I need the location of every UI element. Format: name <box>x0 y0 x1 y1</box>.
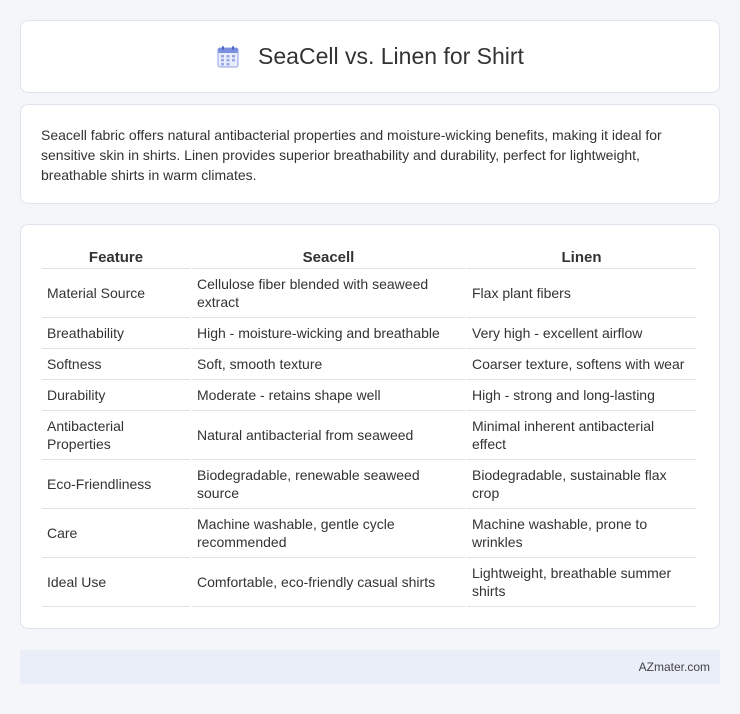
cell-feature: Ideal Use <box>42 558 190 607</box>
cell-linen: Lightweight, breathable summer shirts <box>467 558 696 607</box>
table-row <box>42 411 696 460</box>
cell-seacell: Cellulose fiber blended with seaweed extract <box>192 269 465 318</box>
cell-seacell: Moderate - retains shape well <box>192 380 465 411</box>
cell-feature: Breathability <box>42 318 190 349</box>
header-linen: Linen <box>467 245 696 269</box>
table-row <box>42 349 696 380</box>
table-header-row <box>42 245 696 269</box>
comparison-card <box>20 224 720 629</box>
footer-brand[interactable]: AZmater.com <box>638 660 710 674</box>
cell-seacell: Comfortable, eco-friendly casual shirts <box>192 558 465 607</box>
cell-linen: High - strong and long-lasting <box>467 380 696 411</box>
table-row <box>42 269 696 318</box>
calendar-icon <box>216 45 240 69</box>
cell-seacell: Soft, smooth texture <box>192 349 465 380</box>
table-row <box>42 460 696 509</box>
cell-linen: Flax plant fibers <box>467 269 696 318</box>
cell-linen: Biodegradable, sustainable flax crop <box>467 460 696 509</box>
cell-linen: Minimal inherent antibacterial effect <box>467 411 696 460</box>
cell-feature: Softness <box>42 349 190 380</box>
comparison-table <box>40 245 698 607</box>
table-row <box>42 318 696 349</box>
cell-seacell: Natural antibacterial from seaweed <box>192 411 465 460</box>
cell-feature: Material Source <box>42 269 190 318</box>
cell-seacell: Machine washable, gentle cycle recommended <box>192 509 465 558</box>
table-row <box>42 509 696 558</box>
cell-linen: Coarser texture, softens with wear <box>467 349 696 380</box>
header-feature: Feature <box>42 245 190 269</box>
cell-seacell: High - moisture-wicking and breathable <box>192 318 465 349</box>
table-row <box>42 558 696 607</box>
cell-feature: Eco-Friendliness <box>42 460 190 509</box>
cell-feature: Care <box>42 509 190 558</box>
cell-feature: Antibacterial Properties <box>42 411 190 460</box>
title-wrap <box>216 43 524 70</box>
summary-card <box>20 104 720 204</box>
title-card <box>20 20 720 93</box>
summary-text: Seacell fabric offers natural antibacterial properties and moisture-wicking benefits, making it ideal for sensitive skin in shirts. Linen provides superior breathability and durability, perfect for lightweight, breathable shirts in warm climates. <box>41 127 662 183</box>
footer <box>20 650 720 684</box>
table-row <box>42 380 696 411</box>
header-seacell: Seacell <box>192 245 465 269</box>
page-title: SeaCell vs. Linen for Shirt <box>258 43 524 69</box>
cell-seacell: Biodegradable, renewable seaweed source <box>192 460 465 509</box>
cell-linen: Machine washable, prone to wrinkles <box>467 509 696 558</box>
cell-linen: Very high - excellent airflow <box>467 318 696 349</box>
cell-feature: Durability <box>42 380 190 411</box>
